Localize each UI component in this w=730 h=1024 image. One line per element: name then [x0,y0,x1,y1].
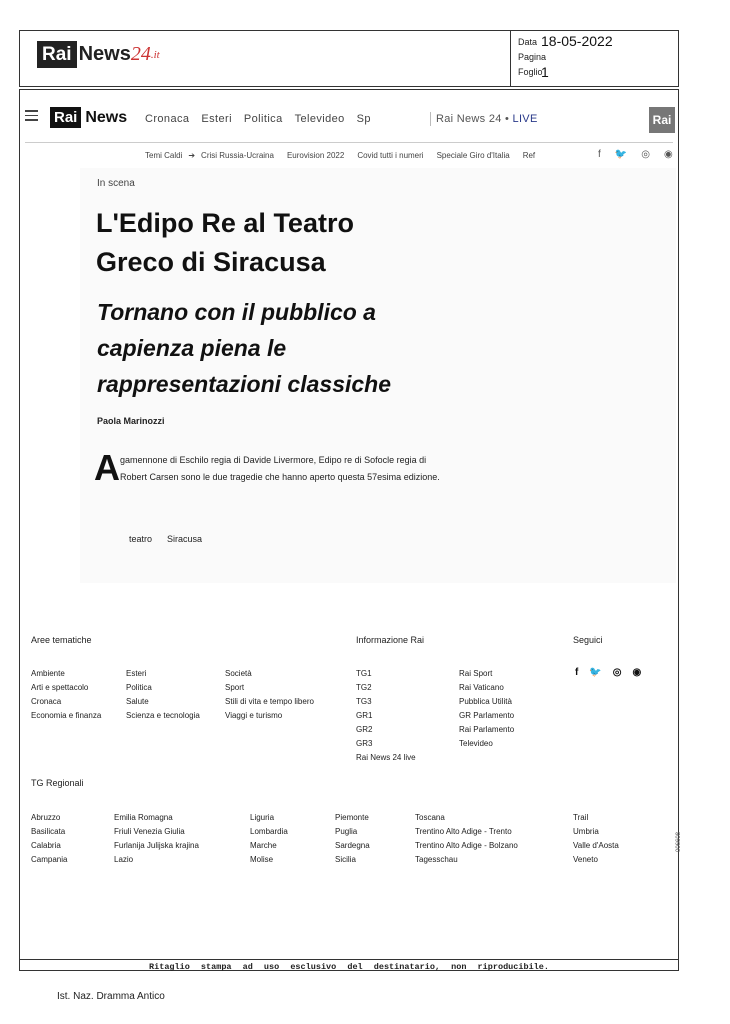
date-value: 18-05-2022 [541,33,613,49]
tg-col-3 [250,811,288,867]
footer-link[interactable]: Viaggi e turismo [225,711,283,720]
footer-link[interactable]: Scienza e tecnologia [126,711,200,720]
rai-badge[interactable]: Rai [649,107,675,133]
footer-link[interactable]: Rai Vaticano [459,683,504,692]
informazione-rai-heading: Informazione Rai [356,635,425,645]
tg-col-6 [573,811,619,867]
live-label: LIVE [512,113,538,125]
footer-link[interactable]: Rai News 24 live [356,753,416,762]
tg-col-4 [335,811,370,867]
article-body: gamennone di Eschilo regia di Davide Livermore, Edipo re di Sofocle regia di Robert Carsen sono le due tragedie che hanno aperto questa 57esima edizione. [120,455,440,482]
nav-links [145,113,369,125]
topic-link[interactable]: Crisi Russia-Ucraina [201,151,274,160]
footer-link[interactable]: Televideo [459,739,493,748]
rainews-logo[interactable]: Rai News [50,107,127,128]
facebook-icon[interactable]: f [575,667,579,678]
footer-link[interactable]: Furlanija Julijska krajina [114,841,199,850]
info-col-1 [356,667,416,765]
footer-link[interactable]: TG3 [356,697,372,706]
aree-col-3 [225,667,314,723]
footer-link[interactable]: Friuli Venezia Giulia [114,827,185,836]
data-label: Data [518,37,538,47]
topic-link[interactable]: Eurovision 2022 [286,151,345,160]
footer-link[interactable]: TG2 [356,683,372,692]
article-kicker[interactable]: In scena [97,178,135,189]
source-label: Ist. Naz. Dramma Antico [57,991,165,1002]
footer-link[interactable]: Sicilia [335,855,356,864]
footer-link[interactable]: Pubblica Utilità [459,697,512,706]
footer-link[interactable]: GR2 [356,725,373,734]
footer-link[interactable]: Trentino Alto Adige - Bolzano [415,841,518,850]
twitter-icon[interactable]: 🐦 [589,667,602,678]
footer-link[interactable]: Rai Sport [459,669,493,678]
topic-link[interactable]: Ref [522,151,536,160]
article-title: L'Edipo Re al Teatro Greco di Siracusa [96,208,354,277]
site-nav [20,100,678,140]
topic-link[interactable]: Speciale Giro d'Italia [436,151,510,160]
article-subtitle: Tornano con il pubblico a capienza piena le rappresentazioni classiche [97,299,392,397]
footer-link[interactable]: Campania [31,855,68,864]
footer-link[interactable]: Arti e spettacolo [31,683,89,692]
footer-link[interactable]: Lombardia [250,827,288,836]
footer-link[interactable]: Cronaca [31,697,62,706]
footer-link[interactable]: Abruzzo [31,813,61,822]
clipping-frame [19,89,679,971]
twitter-icon[interactable]: 🐦 [614,149,628,160]
footer-link[interactable]: Società [225,669,252,678]
copyright-strip: Ritaglio stampa ad uso esclusivo del destinatario, non riproducibile. [149,962,549,972]
clipping-header [19,30,679,87]
side-code: 006608 [676,831,682,852]
footer-link[interactable]: Molise [250,855,274,864]
footer-link[interactable]: Piemonte [335,813,369,822]
footer-link[interactable]: GR1 [356,711,373,720]
header-divider [510,31,511,86]
footer-link[interactable]: Trail [573,813,589,822]
aree-tematiche-heading: Aree tematiche [31,635,92,645]
tg-regionali-heading: TG Regionali [31,778,84,788]
nav-divider [430,112,431,126]
aree-col-1 [31,667,101,723]
tg-col-1 [31,811,67,867]
footer-link[interactable]: Rai Parlamento [459,725,515,734]
rss-icon[interactable]: ◉ [663,149,673,160]
footer-link[interactable]: Politica [126,683,152,692]
footer-link[interactable]: Economia e finanza [31,711,102,720]
social-links-footer [575,667,641,678]
rss-icon[interactable]: ◉ [632,667,642,678]
footer-link[interactable]: Toscana [415,813,445,822]
info-col-2 [459,667,514,751]
tg-col-5 [415,811,518,867]
article-tags [129,534,202,544]
footer-link[interactable]: Lazio [114,855,134,864]
article-author[interactable]: Paola Marinozzi [97,416,165,426]
footer-link[interactable]: Esteri [126,669,147,678]
footer-link[interactable]: Stili di vita e tempo libero [225,697,314,706]
footer-link[interactable]: GR Parlamento [459,711,515,720]
topic-link[interactable]: Covid tutti i numeri [357,151,424,160]
footer-link[interactable]: GR3 [356,739,373,748]
aree-col-2 [126,667,200,723]
nav-link-cronaca[interactable]: Cronaca [145,113,190,125]
nav-link-politica[interactable]: Politica [243,113,283,125]
footer-link[interactable]: Marche [250,841,277,850]
footer-link[interactable]: Tagesschau [415,855,458,864]
arrow-right-icon: ➔ [188,151,196,160]
facebook-icon[interactable]: f [598,149,601,160]
hamburger-menu-icon[interactable] [25,110,38,124]
footer-link[interactable]: Liguria [250,813,275,822]
footer-link[interactable]: Basilicata [31,827,66,836]
rainews24-logo: Rai News 24 .it [37,41,160,68]
social-links-top [598,149,673,160]
footer-link[interactable]: Ambiente [31,669,65,678]
hot-topics-bar [145,151,535,160]
tag-link[interactable]: Siracusa [167,534,203,544]
footer-link[interactable]: Valle d'Aosta [573,841,619,850]
footer-link[interactable]: Puglia [335,827,358,836]
tg-col-2 [114,811,199,867]
footer-link[interactable]: Salute [126,697,149,706]
pagina-label: Pagina [518,52,547,62]
foglio-label: Foglio [518,67,543,77]
subnav-divider [25,142,673,143]
footer-link[interactable]: Trentino Alto Adige - Trento [415,827,512,836]
article-dropcap: A [94,447,120,488]
footer-link[interactable]: Sardegna [335,841,370,850]
foglio-value: 1 [541,64,549,80]
live-link[interactable]: Rai News 24 • LIVE [436,113,538,125]
instagram-icon[interactable]: ◎ [612,667,622,678]
nav-link-sport[interactable]: Sp [356,113,371,125]
tag-link[interactable]: teatro [129,534,153,544]
instagram-icon[interactable]: ◎ [641,149,650,160]
strip-divider [20,959,678,960]
footer-link[interactable]: Calabria [31,841,61,850]
nav-link-televideo[interactable]: Televideo [294,113,345,125]
footer-link[interactable]: Sport [225,683,245,692]
footer-link[interactable]: TG1 [356,669,372,678]
seguici-heading: Seguici [573,635,603,645]
footer-link[interactable]: Umbria [573,827,599,836]
nav-link-esteri[interactable]: Esteri [201,113,232,125]
footer-link[interactable]: Emilia Romagna [114,813,173,822]
footer-link[interactable]: Veneto [573,855,598,864]
temi-caldi-label: Temi Caldi [145,151,183,160]
